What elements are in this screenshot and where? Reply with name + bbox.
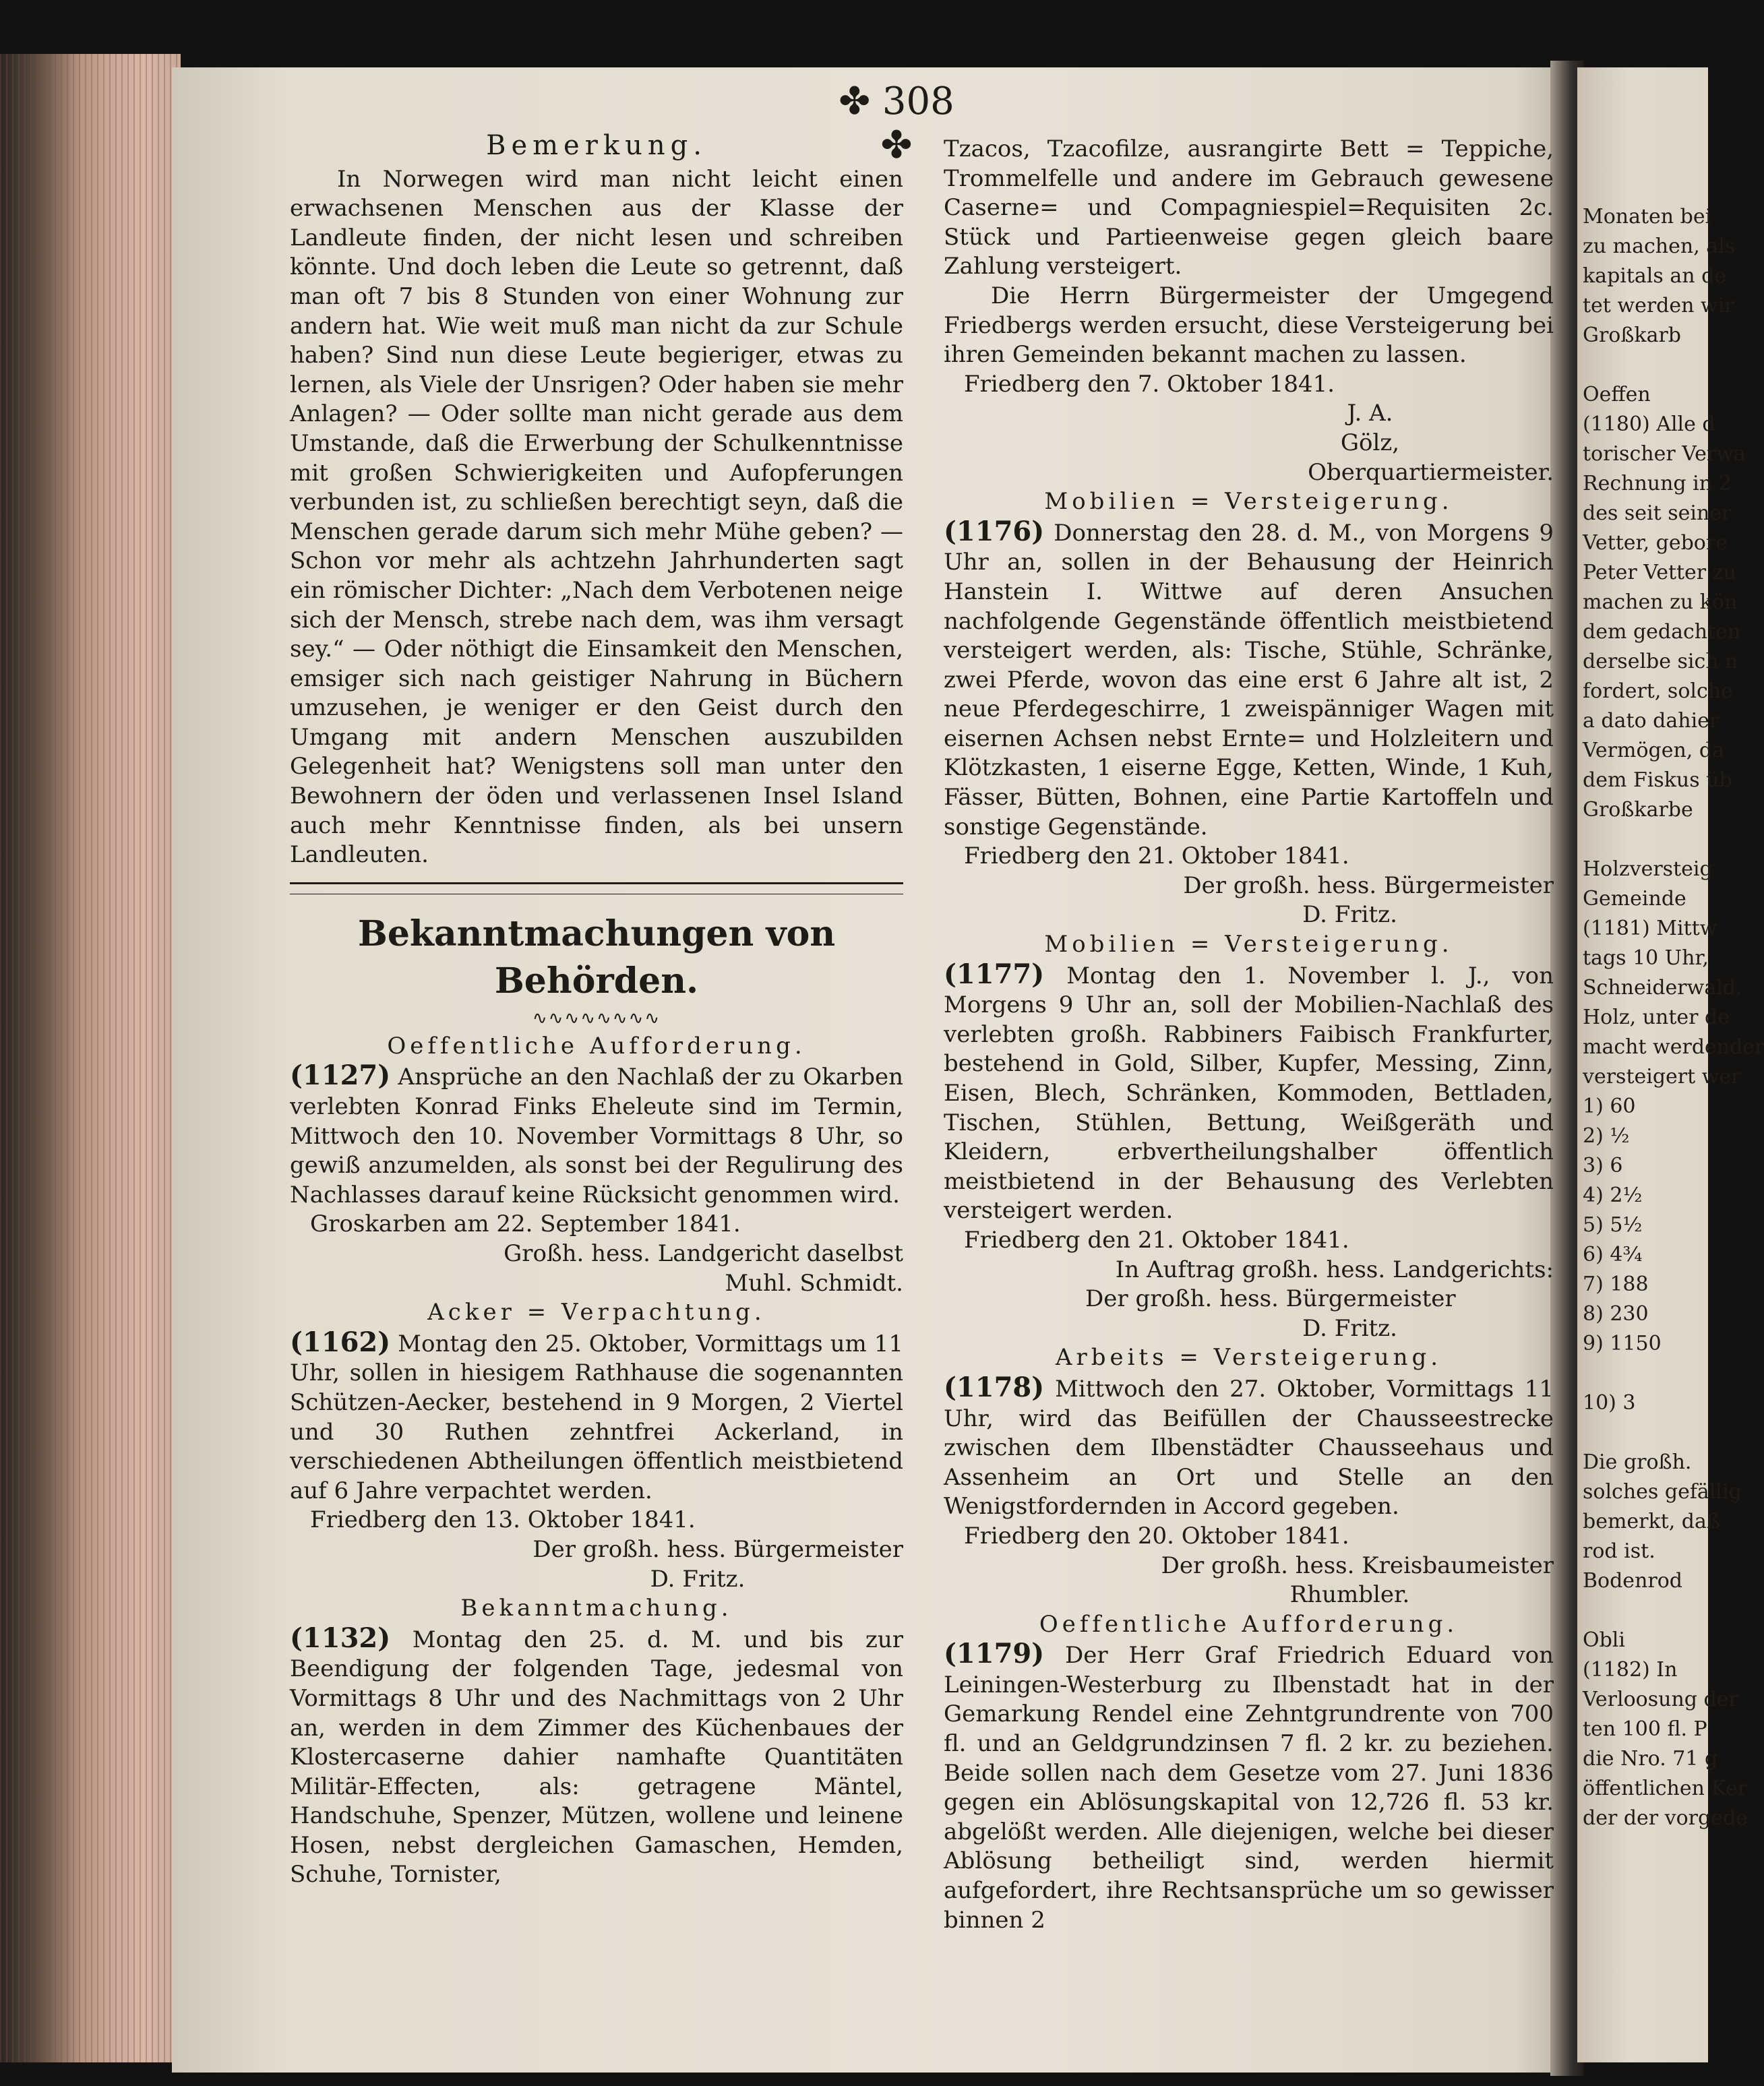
notice-signature-commission: In Auftrag großh. hess. Landgerichts: <box>1115 1256 1554 1283</box>
notice-signature-authority: Der großh. hess. Bürgermeister <box>1085 1285 1456 1313</box>
notice-text: Montag den 1. November l. J., von Morgens 9 Uhr an, soll der Mobilien-Nachlaß des verlebten großh. Rabbiners Faibisch Frankfurter, bestehend in Gold, Silber, Kupfer, Messing, Zinn, Eisen, Blech, Schränken, Kommoden, Bettladen, Tischen, Stühlen, Bettung, Weißgeräth und Kleidern, erbvertheilungshalber öffentlich meistbietend in der Behausung des Verlebten versteigert werden. <box>944 962 1554 1225</box>
right-page-line: 8) 230 <box>1583 1302 1649 1326</box>
right-page-line: Bodenrod <box>1583 1569 1682 1593</box>
right-page-line: Monaten bei <box>1583 205 1712 228</box>
right-page-line: Obli <box>1583 1628 1625 1652</box>
right-page-line: die Nro. 71 g <box>1583 1747 1718 1771</box>
right-page-line: 10) 3 <box>1583 1391 1636 1415</box>
notice-signature-name: D. Fritz. <box>650 1565 746 1593</box>
right-page-line: zu machen, als <box>1583 235 1736 258</box>
notice-place-date: Friedberg den 13. Oktober 1841. <box>310 1506 696 1534</box>
notice-title: Arbeits = Versteigerung. <box>1055 1344 1442 1372</box>
right-page-line: derselbe sich n <box>1583 650 1738 673</box>
remark-heading: Bemerkung. <box>486 130 707 161</box>
notice-signature-2: Gölz, <box>1340 429 1400 456</box>
right-page-line: 1) 60 <box>1583 1095 1636 1118</box>
notice-number: (1132) <box>290 1622 391 1654</box>
right-page-line: Gemeinde <box>1583 887 1686 911</box>
right-page-fragment <box>1577 67 1764 2062</box>
notice-signature-authority: Der großh. hess. Kreisbaumeister <box>1161 1552 1554 1579</box>
right-page-line: der der vorgede <box>1583 1806 1748 1830</box>
right-page-line: 6) 4¾ <box>1583 1243 1643 1266</box>
right-page-line: tags 10 Uhr, <box>1583 946 1709 970</box>
notice-signature-3: Oberquartiermeister. <box>1308 458 1554 486</box>
notice-number: (1178) <box>944 1371 1045 1403</box>
notice-title: Mobilien = Versteigerung. <box>1044 931 1453 958</box>
notice-signature-names: Muhl. Schmidt. <box>725 1269 903 1297</box>
notice-text: Montag den 25. Oktober, Vormittags um 11 Uhr, sollen in hiesigem Rathhause die sogenannten Schützen-Aecker, bestehend in 9 Morgen, 2 Viertel und 30 Ruthen zehntfrei Ackerland, in verschiedenen Abtheilungen öffentlich meistbietend auf 6 Jahre verpachtet werden. <box>290 1330 903 1504</box>
notice-text-2: Die Herrn Bürgermeister der Umgegend Friedbergs werden ersucht, diese Versteigerung bei ihren Gemeinden bekannt machen zu lassen. <box>944 282 1554 369</box>
notice-1132-continued <box>944 135 1554 487</box>
page-ornament-left: ✤ <box>839 80 871 123</box>
page-ornament-right: ✤ <box>880 123 913 167</box>
section-divider <box>290 882 903 894</box>
right-page-line <box>1583 1418 1711 1448</box>
right-page-line: Peter Vetter zu <box>1583 561 1736 584</box>
right-page-line: 2) ½ <box>1583 1124 1630 1148</box>
right-page-line: des seit seiner <box>1583 501 1732 525</box>
notice-title: Mobilien = Versteigerung. <box>1044 488 1453 516</box>
right-page-line: Die großh. <box>1583 1450 1692 1474</box>
notice-title: Acker = Verpachtung. <box>427 1299 766 1326</box>
notice-1177 <box>944 930 1554 1343</box>
notice-place-date: Friedberg den 21. Oktober 1841. <box>964 842 1349 870</box>
right-page-line: ten 100 fl. P <box>1583 1717 1707 1741</box>
notice-signature-1: J. A. <box>1347 400 1393 427</box>
right-page-line: Holz, unter de <box>1583 1006 1730 1029</box>
right-page-line: solches gefällig <box>1583 1480 1742 1504</box>
right-page-line: tet werden wir <box>1583 294 1734 317</box>
right-page-line: Großkarbe <box>1583 798 1693 822</box>
notice-title: Oeffentliche Aufforderung. <box>1039 1610 1459 1638</box>
notice-1178 <box>944 1343 1554 1609</box>
right-page-line: Oeffen <box>1583 383 1651 406</box>
book-page-edges <box>0 54 181 2062</box>
notice-1176 <box>944 487 1554 930</box>
notice-signature-authority: Der großh. hess. Bürgermeister <box>1183 871 1554 899</box>
notice-number: (1127) <box>290 1060 391 1092</box>
right-page-line <box>1583 350 1711 380</box>
right-page-line: (1182) In <box>1583 1658 1678 1682</box>
page-number-value: 308 <box>882 80 954 123</box>
notice-1179 <box>944 1610 1554 1936</box>
right-page-line: (1181) Mittw <box>1583 917 1717 940</box>
right-page-text <box>1583 202 1764 1833</box>
notice-place-date: Friedberg den 20. Oktober 1841. <box>964 1522 1349 1550</box>
right-page-line: dem Fiskus üb <box>1583 768 1732 792</box>
notice-place-date: Friedberg den 21. Oktober 1841. <box>964 1226 1349 1254</box>
notice-number: (1162) <box>290 1326 391 1358</box>
notice-title: Bekanntmachung. <box>460 1595 733 1622</box>
notice-number: (1176) <box>944 515 1045 547</box>
right-page-line <box>1583 1359 1711 1388</box>
right-page-line: 4) 2½ <box>1583 1184 1643 1207</box>
right-page-line: Rechnung in 2 <box>1583 472 1732 495</box>
right-page-line: macht werdender <box>1583 1035 1764 1059</box>
right-page-line: Schneiderwald, <box>1583 976 1742 1000</box>
section-ornament: ∿∿∿∿∿∿∿∿ <box>532 1008 661 1029</box>
right-page-line: Holzversteig <box>1583 857 1713 881</box>
right-page-line: Vermögen, da <box>1583 739 1724 762</box>
right-page-line: dem gedachten <box>1583 620 1741 644</box>
right-page-line: öffentlichen Ker <box>1583 1777 1748 1800</box>
notice-signature-authority: Der großh. hess. Bürgermeister <box>533 1535 903 1563</box>
right-page-line: fordert, solche <box>1583 679 1733 703</box>
notice-text: Mittwoch den 27. Oktober, Vormittags 11 Uhr, wird das Beifüllen der Chausseestrecke zwischen dem Ilbenstädter Chausseehaus und Assenheim an Ort und Stelle an den Wenigstfordernden in Accord gegeben. <box>944 1375 1554 1521</box>
notice-1132 <box>290 1594 903 1890</box>
notice-text: Der Herr Graf Friedrich Eduard von Leiningen-Westerburg zu Ilbenstadt hat in der Gemarkung Rendel eine Zehntgrundrente von 700 fl. und an Geldgrundzinsen 7 fl. 2 kr. zu beziehen. Beide sollen nach dem Gesetze vom 27. Juni 1836 gegen ein Ablösungskapital von 12,726 fl. 53 kr. abgelößt werden. Alle diejenigen, welche bei dieser Ablösung betheiligt sind, werden hiermit aufgefordert, ihre Rechtsansprüche um so gewisser binnen 2 <box>944 1642 1554 1934</box>
right-page-line: Großkarb <box>1583 324 1682 347</box>
notice-signature-name: D. Fritz. <box>1302 901 1397 929</box>
notice-1127 <box>290 1032 903 1298</box>
right-page-line: versteigert wer <box>1583 1065 1741 1088</box>
right-page-line <box>1583 825 1711 855</box>
right-page-line: bemerkt, daß <box>1583 1510 1720 1533</box>
right-page-line: 9) 1150 <box>1583 1332 1662 1355</box>
notice-text: Montag den 25. d. M. und bis zur Beendigung der folgenden Tage, jedesmal von Vormittags 8 Uhr und des Nachmittags von 2 Uhr an, werden in dem Zimmer des Küchenbaues der Klostercaserne dahier namhafte Quantitäten Militär-Effecten, als: getragene Mäntel, Handschuhe, Spenzer, Mützen, wollene und leinene Hosen, nebst dergleichen Gamaschen, Hemden, Schuhe, Tornister, <box>290 1626 903 1889</box>
section-title: Bekanntmachungen von Behörden. <box>357 913 836 1002</box>
notice-text: Tzacos, Tzacofilze, ausrangirte Bett = Teppiche, Trommelfelle und andere im Gebrauch gewesene Caserne= und Compagniespiel=Requisiten 2c. Stück und Partieenweise gegen gleich baare Zahlung versteigert. <box>944 135 1554 280</box>
notice-number: (1177) <box>944 958 1045 990</box>
notice-text: Ansprüche an den Nachlaß der zu Okarben verlebten Konrad Finks Eheleute sind im Termin, Mittwoch den 10. November Vormittags 8 Uhr, so gewiß anzumelden, als sonst bei der Regulirung des Nachlasses darauf keine Rücksicht genommen wird. <box>290 1064 903 1208</box>
notice-text: Donnerstag den 28. d. M., von Morgens 9 Uhr an, sollen in der Behausung der Heinrich Hanstein I. Wittwe auf deren Ansuchen nachfolgende Gegenstände öffentlich meistbietend versteigert werden, als: Tische, Stühle, Schränke, zwei Pferde, wovon das eine erst 6 Jahre alt ist, 2 neue Pferdegeschirre, 1 zweispänniger Wagen mit eisernen Achsen nebst Ernte= und Holzleitern und Klötzkasten, 1 eiserne Egge, Ketten, Winde, 1 Kuh, Fässer, Bütten, Bohnen, eine Partie Kartoffeln und sonstige Gegenstände. <box>944 519 1554 840</box>
notice-title: Oeffentliche Aufforderung. <box>387 1032 806 1060</box>
right-page-line: kapitals an de <box>1583 264 1727 288</box>
right-page-line: torischer Verwa <box>1583 442 1746 466</box>
remark-text: In Norwegen wird man nicht leicht einen erwachsenen Menschen aus der Klasse der Landleute finden, der nicht lesen und schreiben könnte. Und doch leben die Leute so getrennt, daß man oft 7 bis 8 Stunden von einer Wohnung zur andern hat. Wie weit muß man nicht da zur Schule haben? Sind nun diese Leute begieriger, etwas zu lernen, als Viele der Unsrigen? Oder haben sie mehr Anlagen? — Oder sollte man nicht gerade aus dem Umstande, daß die Erwerbung der Schulkenntnisse mit großen Schwierigkeiten und Aufopferungen verbunden ist, zu schließen berechtigt seyn, daß die Menschen gerade darum sich mehr Mühe geben? — Schon vor mehr als achtzehn Jahrhunderten sagt ein römischer Dichter: „Nach dem Verbotenen neige sich der Mensch, strebe nach dem, was ihm versagt sey.“ — Oder nöthigt die Einsamkeit den Menschen, emsiger sich nach geistiger Nahrung in Büchern umzusehen, je weniger er den Geist durch den Umgang mit andern Menschen auszubilden Gelegenheit hat? Wenigstens soll man unter den Bewohnern der öden und verlassenen Insel Island auch mehr Kenntnisse finden, als bei unsern Landleuten. <box>290 165 903 869</box>
right-page-line: a dato dahier <box>1583 709 1720 733</box>
right-page-line: Vetter, gebore <box>1583 531 1728 555</box>
notice-1162 <box>290 1298 903 1594</box>
right-page-line: rod ist. <box>1583 1539 1655 1563</box>
right-page-line: machen zu kön <box>1583 590 1738 614</box>
notice-place-date: Groskarben am 22. September 1841. <box>310 1210 741 1238</box>
right-page-line: 3) 6 <box>1583 1154 1623 1177</box>
notice-number: (1179) <box>944 1638 1045 1670</box>
right-page-line <box>1583 1596 1711 1626</box>
right-page-line: (1180) Alle d <box>1583 412 1715 436</box>
right-page-line: 5) 5½ <box>1583 1213 1643 1237</box>
right-column <box>944 135 1554 1935</box>
right-page-line: 7) 188 <box>1583 1272 1649 1296</box>
notice-place-date: Friedberg den 7. Oktober 1841. <box>964 370 1335 398</box>
left-column <box>290 131 903 1890</box>
notice-signature-name: Rhumbler. <box>1289 1581 1410 1609</box>
notice-signature-authority: Großh. hess. Landgericht daselbst <box>504 1240 903 1267</box>
right-page-line: Verloosung der <box>1583 1688 1738 1711</box>
notice-signature-name: D. Fritz. <box>1302 1314 1397 1342</box>
